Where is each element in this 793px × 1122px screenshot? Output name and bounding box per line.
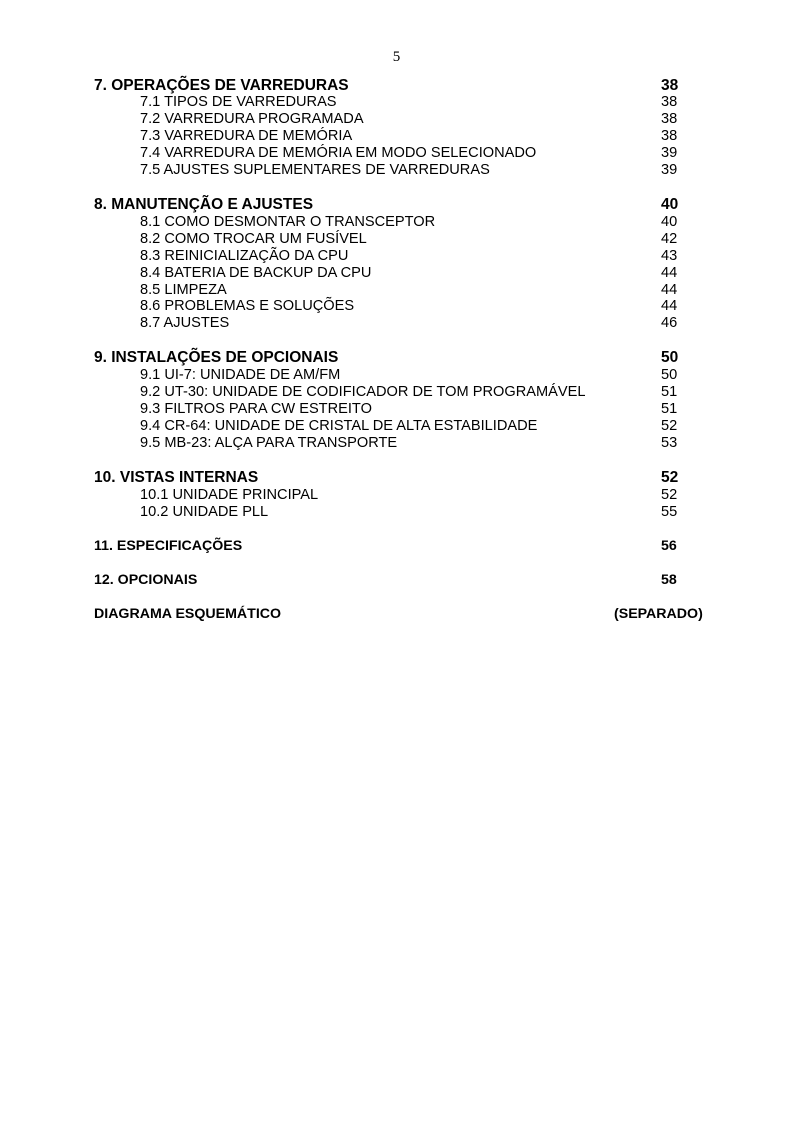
toc-entry-page: 38 — [661, 111, 678, 127]
toc-entry-title: 9.1 UI-7: UNIDADE DE AM/FM — [140, 367, 341, 383]
toc-entry — [0, 214, 793, 231]
toc-entry-page: 51 — [661, 401, 678, 417]
toc-section-9 — [0, 349, 793, 366]
toc-entry — [0, 401, 793, 418]
toc-entry-page: 38 — [661, 128, 678, 144]
toc-entry — [0, 265, 793, 282]
toc-entry-page: 42 — [661, 231, 678, 247]
toc-section-page: (SEPARADO) — [614, 606, 703, 622]
toc-entry-title: 8.2 COMO TROCAR UM FUSÍVEL — [140, 231, 367, 247]
toc-entry — [0, 315, 793, 332]
toc-entry — [0, 248, 793, 265]
toc-section-title: 10. VISTAS INTERNAS — [94, 469, 259, 486]
toc-entry-title: 8.5 LIMPEZA — [140, 282, 227, 298]
toc-entry — [0, 162, 793, 179]
toc-entry-title: 10.2 UNIDADE PLL — [140, 504, 269, 520]
toc-entry-title: 7.4 VARREDURA DE MEMÓRIA EM MODO SELECIONADO — [140, 145, 537, 161]
toc-entry-title: 9.2 UT-30: UNIDADE DE CODIFICADOR DE TOM PROGRAMÁVEL — [140, 384, 586, 400]
toc-entry-title: 9.3 FILTROS PARA CW ESTREITO — [140, 401, 372, 417]
toc-entry — [0, 298, 793, 315]
toc-section-title: 7. OPERAÇÕES DE VARREDURAS — [94, 77, 349, 94]
toc-entry — [0, 384, 793, 401]
toc-section-11 — [0, 538, 793, 555]
toc-entry — [0, 282, 793, 299]
toc-entry — [0, 231, 793, 248]
toc-section-title: 11. ESPECIFICAÇÕES — [94, 538, 243, 554]
toc-section-title: 12. OPCIONAIS — [94, 572, 198, 588]
toc-entry-page: 40 — [661, 214, 678, 230]
toc-entry-page: 39 — [661, 162, 678, 178]
toc-entry-title: 9.5 MB-23: ALÇA PARA TRANSPORTE — [140, 435, 398, 451]
toc-entry-page: 51 — [661, 384, 678, 400]
toc-entry — [0, 94, 793, 111]
toc-entry — [0, 504, 793, 521]
toc-entry-title: 8.7 AJUSTES — [140, 315, 230, 331]
toc-section-title: DIAGRAMA ESQUEMÁTICO — [94, 606, 282, 622]
toc-section-10 — [0, 469, 793, 486]
toc-section-title: 9. INSTALAÇÕES DE OPCIONAIS — [94, 349, 339, 366]
toc-entry-page: 44 — [661, 282, 678, 298]
toc-section-page: 40 — [661, 196, 679, 213]
toc-entry — [0, 418, 793, 435]
toc-entry-title: 7.5 AJUSTES SUPLEMENTARES DE VARREDURAS — [140, 162, 490, 178]
toc-entry-title: 8.3 REINICIALIZAÇÃO DA CPU — [140, 248, 349, 264]
toc-entry-title: 7.1 TIPOS DE VARREDURAS — [140, 94, 337, 110]
toc-entry-title: 8.1 COMO DESMONTAR O TRANSCEPTOR — [140, 214, 436, 230]
toc-entry — [0, 111, 793, 128]
toc-section-12 — [0, 572, 793, 589]
toc-section-7 — [0, 77, 793, 94]
toc-entry-title: 7.2 VARREDURA PROGRAMADA — [140, 111, 364, 127]
page-number: 5 — [392, 49, 401, 65]
toc-entry-page: 52 — [661, 418, 678, 434]
toc-entry-page: 39 — [661, 145, 678, 161]
toc-section-page: 56 — [661, 538, 677, 554]
toc-entry-page: 52 — [661, 487, 678, 503]
toc-entry-page: 43 — [661, 248, 678, 264]
toc-entry-page: 50 — [661, 367, 678, 383]
toc-entry-page: 53 — [661, 435, 678, 451]
toc-entry-title: 7.3 VARREDURA DE MEMÓRIA — [140, 128, 353, 144]
toc-entry-title: 9.4 CR-64: UNIDADE DE CRISTAL DE ALTA ESTABILIDADE — [140, 418, 538, 434]
toc-entry — [0, 487, 793, 504]
toc-entry — [0, 435, 793, 452]
toc-section-8 — [0, 196, 793, 213]
toc-section-page: 50 — [661, 349, 679, 366]
toc-entry — [0, 145, 793, 162]
toc-entry-page: 55 — [661, 504, 678, 520]
toc-section-page: 38 — [661, 77, 679, 94]
toc-entry — [0, 128, 793, 145]
toc-entry-title: 8.4 BATERIA DE BACKUP DA CPU — [140, 265, 372, 281]
toc-schematic-diagram — [0, 606, 793, 623]
toc-section-page: 58 — [661, 572, 677, 588]
toc-entry — [0, 367, 793, 384]
toc-entry-page: 44 — [661, 265, 678, 281]
toc-entry-page: 46 — [661, 315, 678, 331]
toc-section-title: 8. MANUTENÇÃO E AJUSTES — [94, 196, 314, 213]
toc-entry-title: 8.6 PROBLEMAS E SOLUÇÕES — [140, 298, 355, 314]
toc-section-page: 52 — [661, 469, 679, 486]
toc-entry-page: 38 — [661, 94, 678, 110]
toc-entry-title: 10.1 UNIDADE PRINCIPAL — [140, 487, 319, 503]
toc-entry-page: 44 — [661, 298, 678, 314]
